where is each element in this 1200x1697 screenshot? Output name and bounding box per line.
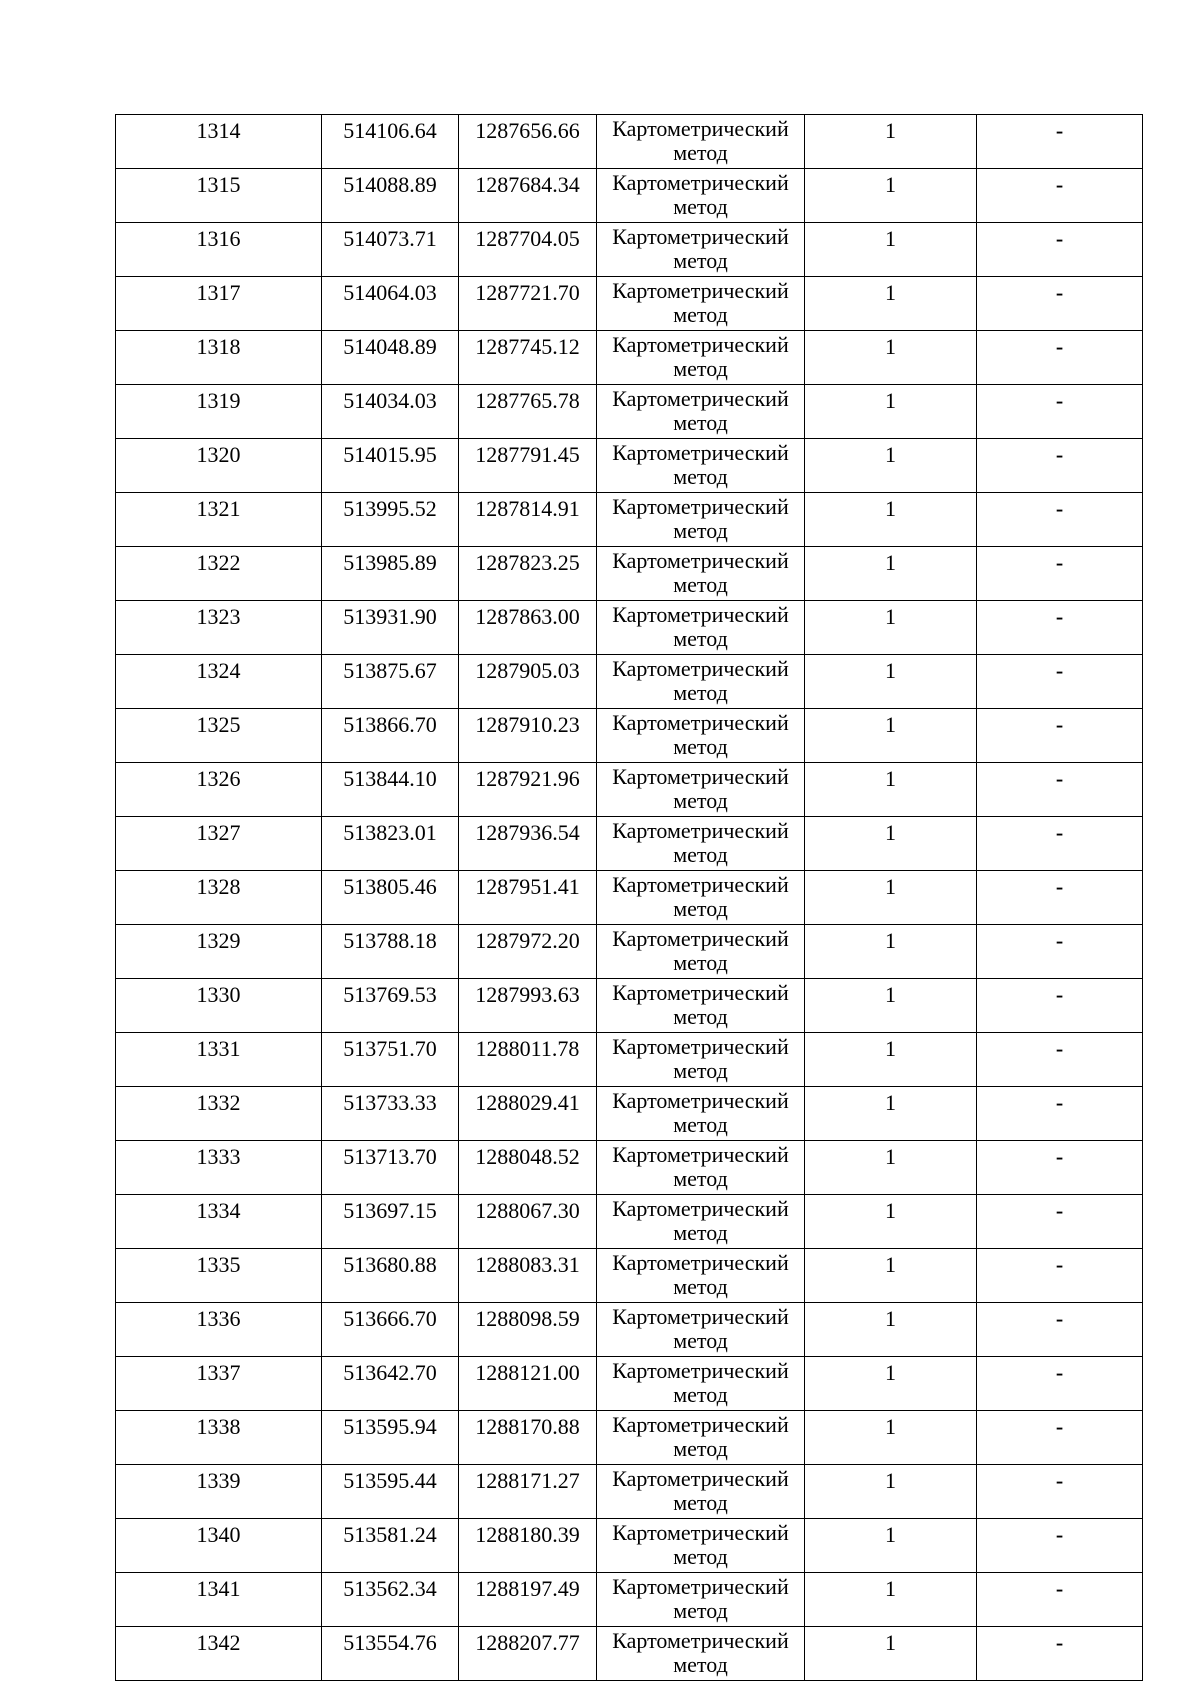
accuracy-cell: 1 xyxy=(805,871,977,925)
point-number-cell: 1314 xyxy=(116,115,322,169)
x-coordinate-cell: 514064.03 xyxy=(322,277,459,331)
accuracy-cell: 1 xyxy=(805,277,977,331)
x-coordinate-cell: 513680.88 xyxy=(322,1249,459,1303)
method-cell xyxy=(597,763,805,817)
point-number-cell: 1320 xyxy=(116,439,322,493)
method-line-1: Картометрический xyxy=(612,1358,789,1383)
accuracy-cell: 1 xyxy=(805,115,977,169)
method-line-2: метод xyxy=(673,1652,728,1677)
accuracy-cell: 1 xyxy=(805,1195,977,1249)
x-coordinate-cell: 513866.70 xyxy=(322,709,459,763)
note-cell: - xyxy=(977,385,1143,439)
method-line-2: метод xyxy=(673,1220,728,1245)
accuracy-cell: 1 xyxy=(805,1357,977,1411)
method-line-1: Картометрический xyxy=(612,1520,789,1545)
method-line-1: Картометрический xyxy=(612,656,789,681)
method-cell xyxy=(597,493,805,547)
point-number-cell: 1329 xyxy=(116,925,322,979)
method-cell xyxy=(597,655,805,709)
note-cell: - xyxy=(977,1033,1143,1087)
point-number-cell: 1341 xyxy=(116,1573,322,1627)
x-coordinate-cell: 513788.18 xyxy=(322,925,459,979)
note-cell: - xyxy=(977,817,1143,871)
method-cell xyxy=(597,385,805,439)
table-row xyxy=(116,223,1143,277)
method-line-1: Картометрический xyxy=(612,1142,789,1167)
point-number-cell: 1337 xyxy=(116,1357,322,1411)
accuracy-cell: 1 xyxy=(805,1033,977,1087)
method-cell xyxy=(597,547,805,601)
method-line-1: Картометрический xyxy=(612,116,789,141)
method-line-2: метод xyxy=(673,842,728,867)
point-number-cell: 1328 xyxy=(116,871,322,925)
table-row xyxy=(116,1087,1143,1141)
table-row xyxy=(116,709,1143,763)
note-cell: - xyxy=(977,1465,1143,1519)
point-number-cell: 1342 xyxy=(116,1627,322,1681)
method-line-1: Картометрический xyxy=(612,1628,789,1653)
table-row xyxy=(116,925,1143,979)
method-cell xyxy=(597,601,805,655)
x-coordinate-cell: 513995.52 xyxy=(322,493,459,547)
note-cell: - xyxy=(977,547,1143,601)
y-coordinate-cell: 1287704.05 xyxy=(459,223,597,277)
x-coordinate-cell: 513769.53 xyxy=(322,979,459,1033)
method-line-1: Картометрический xyxy=(612,872,789,897)
table-row xyxy=(116,277,1143,331)
method-line-2: метод xyxy=(673,896,728,921)
accuracy-cell: 1 xyxy=(805,1465,977,1519)
y-coordinate-cell: 1288029.41 xyxy=(459,1087,597,1141)
y-coordinate-cell: 1287791.45 xyxy=(459,439,597,493)
y-coordinate-cell: 1287910.23 xyxy=(459,709,597,763)
note-cell: - xyxy=(977,601,1143,655)
y-coordinate-cell: 1288180.39 xyxy=(459,1519,597,1573)
table-row xyxy=(116,169,1143,223)
accuracy-cell: 1 xyxy=(805,1627,977,1681)
method-line-2: метод xyxy=(673,410,728,435)
table-row xyxy=(116,1411,1143,1465)
method-line-2: метод xyxy=(673,1004,728,1029)
note-cell: - xyxy=(977,1357,1143,1411)
point-number-cell: 1327 xyxy=(116,817,322,871)
y-coordinate-cell: 1288197.49 xyxy=(459,1573,597,1627)
method-line-1: Картометрический xyxy=(612,1466,789,1491)
x-coordinate-cell: 513642.70 xyxy=(322,1357,459,1411)
point-number-cell: 1333 xyxy=(116,1141,322,1195)
method-line-2: метод xyxy=(673,356,728,381)
accuracy-cell: 1 xyxy=(805,331,977,385)
y-coordinate-cell: 1288083.31 xyxy=(459,1249,597,1303)
method-cell xyxy=(597,439,805,493)
method-line-2: метод xyxy=(673,950,728,975)
y-coordinate-cell: 1287684.34 xyxy=(459,169,597,223)
table-row xyxy=(116,871,1143,925)
note-cell: - xyxy=(977,1303,1143,1357)
method-cell xyxy=(597,115,805,169)
table-row xyxy=(116,547,1143,601)
method-cell xyxy=(597,1249,805,1303)
x-coordinate-cell: 513581.24 xyxy=(322,1519,459,1573)
point-number-cell: 1336 xyxy=(116,1303,322,1357)
method-line-1: Картометрический xyxy=(612,602,789,627)
note-cell: - xyxy=(977,979,1143,1033)
table-row xyxy=(116,1627,1143,1681)
accuracy-cell: 1 xyxy=(805,547,977,601)
method-line-1: Картометрический xyxy=(612,764,789,789)
accuracy-cell: 1 xyxy=(805,1087,977,1141)
method-line-1: Картометрический xyxy=(612,440,789,465)
note-cell: - xyxy=(977,439,1143,493)
method-cell xyxy=(597,1303,805,1357)
table-row xyxy=(116,385,1143,439)
point-number-cell: 1315 xyxy=(116,169,322,223)
point-number-cell: 1335 xyxy=(116,1249,322,1303)
point-number-cell: 1340 xyxy=(116,1519,322,1573)
method-line-1: Картометрический xyxy=(612,1088,789,1113)
point-number-cell: 1331 xyxy=(116,1033,322,1087)
point-number-cell: 1322 xyxy=(116,547,322,601)
table-row xyxy=(116,331,1143,385)
table-row xyxy=(116,601,1143,655)
method-line-1: Картометрический xyxy=(612,1574,789,1599)
table-row xyxy=(116,817,1143,871)
method-line-1: Картометрический xyxy=(612,710,789,735)
y-coordinate-cell: 1287972.20 xyxy=(459,925,597,979)
method-cell xyxy=(597,1573,805,1627)
x-coordinate-cell: 513595.44 xyxy=(322,1465,459,1519)
point-number-cell: 1321 xyxy=(116,493,322,547)
y-coordinate-cell: 1288121.00 xyxy=(459,1357,597,1411)
x-coordinate-cell: 514106.64 xyxy=(322,115,459,169)
method-cell xyxy=(597,1195,805,1249)
method-cell xyxy=(597,169,805,223)
method-line-1: Картометрический xyxy=(612,1250,789,1275)
x-coordinate-cell: 514015.95 xyxy=(322,439,459,493)
method-line-2: метод xyxy=(673,1166,728,1191)
method-line-1: Картометрический xyxy=(612,386,789,411)
table-row xyxy=(116,1573,1143,1627)
point-number-cell: 1323 xyxy=(116,601,322,655)
y-coordinate-cell: 1288207.77 xyxy=(459,1627,597,1681)
note-cell: - xyxy=(977,655,1143,709)
table-row xyxy=(116,1249,1143,1303)
point-number-cell: 1339 xyxy=(116,1465,322,1519)
table-row xyxy=(116,115,1143,169)
method-cell xyxy=(597,331,805,385)
method-line-2: метод xyxy=(673,518,728,543)
method-line-2: метод xyxy=(673,1328,728,1353)
accuracy-cell: 1 xyxy=(805,817,977,871)
method-line-1: Картометрический xyxy=(612,494,789,519)
accuracy-cell: 1 xyxy=(805,223,977,277)
x-coordinate-cell: 514073.71 xyxy=(322,223,459,277)
accuracy-cell: 1 xyxy=(805,925,977,979)
accuracy-cell: 1 xyxy=(805,439,977,493)
method-line-1: Картометрический xyxy=(612,1196,789,1221)
method-line-2: метод xyxy=(673,302,728,327)
y-coordinate-cell: 1287951.41 xyxy=(459,871,597,925)
method-line-2: метод xyxy=(673,464,728,489)
y-coordinate-cell: 1287936.54 xyxy=(459,817,597,871)
point-number-cell: 1319 xyxy=(116,385,322,439)
method-line-2: метод xyxy=(673,1274,728,1299)
method-cell xyxy=(597,1087,805,1141)
method-cell xyxy=(597,1357,805,1411)
method-line-2: метод xyxy=(673,1490,728,1515)
method-line-2: метод xyxy=(673,194,728,219)
method-line-2: метод xyxy=(673,788,728,813)
method-cell xyxy=(597,925,805,979)
method-cell xyxy=(597,1465,805,1519)
y-coordinate-cell: 1288067.30 xyxy=(459,1195,597,1249)
coordinates-table-body xyxy=(116,115,1143,1681)
method-cell xyxy=(597,1411,805,1465)
table-row xyxy=(116,1357,1143,1411)
x-coordinate-cell: 514034.03 xyxy=(322,385,459,439)
table-row xyxy=(116,1303,1143,1357)
y-coordinate-cell: 1288171.27 xyxy=(459,1465,597,1519)
note-cell: - xyxy=(977,1519,1143,1573)
table-row xyxy=(116,1195,1143,1249)
y-coordinate-cell: 1287765.78 xyxy=(459,385,597,439)
note-cell: - xyxy=(977,1087,1143,1141)
method-line-1: Картометрический xyxy=(612,818,789,843)
point-number-cell: 1326 xyxy=(116,763,322,817)
y-coordinate-cell: 1288170.88 xyxy=(459,1411,597,1465)
method-line-1: Картометрический xyxy=(612,926,789,951)
point-number-cell: 1332 xyxy=(116,1087,322,1141)
note-cell: - xyxy=(977,763,1143,817)
note-cell: - xyxy=(977,1573,1143,1627)
coordinates-table xyxy=(115,114,1143,1681)
x-coordinate-cell: 513875.67 xyxy=(322,655,459,709)
method-line-1: Картометрический xyxy=(612,1034,789,1059)
note-cell: - xyxy=(977,709,1143,763)
method-cell xyxy=(597,1033,805,1087)
method-line-1: Картометрический xyxy=(612,1304,789,1329)
table-row xyxy=(116,763,1143,817)
x-coordinate-cell: 513844.10 xyxy=(322,763,459,817)
y-coordinate-cell: 1288048.52 xyxy=(459,1141,597,1195)
accuracy-cell: 1 xyxy=(805,1141,977,1195)
table-row xyxy=(116,979,1143,1033)
accuracy-cell: 1 xyxy=(805,763,977,817)
x-coordinate-cell: 513805.46 xyxy=(322,871,459,925)
x-coordinate-cell: 513985.89 xyxy=(322,547,459,601)
accuracy-cell: 1 xyxy=(805,1411,977,1465)
accuracy-cell: 1 xyxy=(805,493,977,547)
y-coordinate-cell: 1288098.59 xyxy=(459,1303,597,1357)
accuracy-cell: 1 xyxy=(805,385,977,439)
accuracy-cell: 1 xyxy=(805,709,977,763)
point-number-cell: 1317 xyxy=(116,277,322,331)
x-coordinate-cell: 513823.01 xyxy=(322,817,459,871)
point-number-cell: 1330 xyxy=(116,979,322,1033)
x-coordinate-cell: 513713.70 xyxy=(322,1141,459,1195)
point-number-cell: 1325 xyxy=(116,709,322,763)
method-line-1: Картометрический xyxy=(612,170,789,195)
note-cell: - xyxy=(977,331,1143,385)
note-cell: - xyxy=(977,493,1143,547)
note-cell: - xyxy=(977,277,1143,331)
note-cell: - xyxy=(977,169,1143,223)
note-cell: - xyxy=(977,1411,1143,1465)
method-cell xyxy=(597,817,805,871)
accuracy-cell: 1 xyxy=(805,1303,977,1357)
table-row xyxy=(116,1465,1143,1519)
accuracy-cell: 1 xyxy=(805,1573,977,1627)
table-row xyxy=(116,439,1143,493)
accuracy-cell: 1 xyxy=(805,601,977,655)
y-coordinate-cell: 1287863.00 xyxy=(459,601,597,655)
method-cell xyxy=(597,223,805,277)
note-cell: - xyxy=(977,1249,1143,1303)
method-line-1: Картометрический xyxy=(612,980,789,1005)
method-cell xyxy=(597,277,805,331)
accuracy-cell: 1 xyxy=(805,1519,977,1573)
point-number-cell: 1334 xyxy=(116,1195,322,1249)
accuracy-cell: 1 xyxy=(805,1249,977,1303)
y-coordinate-cell: 1287823.25 xyxy=(459,547,597,601)
method-cell xyxy=(597,979,805,1033)
x-coordinate-cell: 514088.89 xyxy=(322,169,459,223)
method-line-1: Картометрический xyxy=(612,1412,789,1437)
y-coordinate-cell: 1287905.03 xyxy=(459,655,597,709)
x-coordinate-cell: 513751.70 xyxy=(322,1033,459,1087)
method-line-2: метод xyxy=(673,734,728,759)
x-coordinate-cell: 513562.34 xyxy=(322,1573,459,1627)
note-cell: - xyxy=(977,1141,1143,1195)
note-cell: - xyxy=(977,871,1143,925)
method-cell xyxy=(597,1141,805,1195)
method-line-1: Картометрический xyxy=(612,548,789,573)
method-line-2: метод xyxy=(673,680,728,705)
y-coordinate-cell: 1287993.63 xyxy=(459,979,597,1033)
method-line-2: метод xyxy=(673,140,728,165)
point-number-cell: 1318 xyxy=(116,331,322,385)
point-number-cell: 1316 xyxy=(116,223,322,277)
note-cell: - xyxy=(977,1195,1143,1249)
x-coordinate-cell: 514048.89 xyxy=(322,331,459,385)
method-line-2: метод xyxy=(673,572,728,597)
method-cell xyxy=(597,1519,805,1573)
x-coordinate-cell: 513733.33 xyxy=(322,1087,459,1141)
method-line-1: Картометрический xyxy=(612,224,789,249)
table-row xyxy=(116,655,1143,709)
accuracy-cell: 1 xyxy=(805,169,977,223)
table-row xyxy=(116,1519,1143,1573)
method-line-2: метод xyxy=(673,626,728,651)
method-line-2: метод xyxy=(673,1544,728,1569)
table-row xyxy=(116,1033,1143,1087)
y-coordinate-cell: 1287721.70 xyxy=(459,277,597,331)
method-line-2: метод xyxy=(673,1436,728,1461)
y-coordinate-cell: 1288011.78 xyxy=(459,1033,597,1087)
y-coordinate-cell: 1287656.66 xyxy=(459,115,597,169)
method-line-2: метод xyxy=(673,1598,728,1623)
accuracy-cell: 1 xyxy=(805,979,977,1033)
method-cell xyxy=(597,709,805,763)
method-line-1: Картометрический xyxy=(612,278,789,303)
method-line-1: Картометрический xyxy=(612,332,789,357)
y-coordinate-cell: 1287745.12 xyxy=(459,331,597,385)
x-coordinate-cell: 513595.94 xyxy=(322,1411,459,1465)
x-coordinate-cell: 513697.15 xyxy=(322,1195,459,1249)
note-cell: - xyxy=(977,115,1143,169)
table-row xyxy=(116,1141,1143,1195)
table-row xyxy=(116,493,1143,547)
method-line-2: метод xyxy=(673,248,728,273)
note-cell: - xyxy=(977,925,1143,979)
note-cell: - xyxy=(977,1627,1143,1681)
x-coordinate-cell: 513666.70 xyxy=(322,1303,459,1357)
accuracy-cell: 1 xyxy=(805,655,977,709)
note-cell: - xyxy=(977,223,1143,277)
x-coordinate-cell: 513931.90 xyxy=(322,601,459,655)
point-number-cell: 1338 xyxy=(116,1411,322,1465)
y-coordinate-cell: 1287921.96 xyxy=(459,763,597,817)
point-number-cell: 1324 xyxy=(116,655,322,709)
method-line-2: метод xyxy=(673,1058,728,1083)
method-line-2: метод xyxy=(673,1112,728,1137)
y-coordinate-cell: 1287814.91 xyxy=(459,493,597,547)
method-line-2: метод xyxy=(673,1382,728,1407)
method-cell xyxy=(597,871,805,925)
x-coordinate-cell: 513554.76 xyxy=(322,1627,459,1681)
method-cell xyxy=(597,1627,805,1681)
